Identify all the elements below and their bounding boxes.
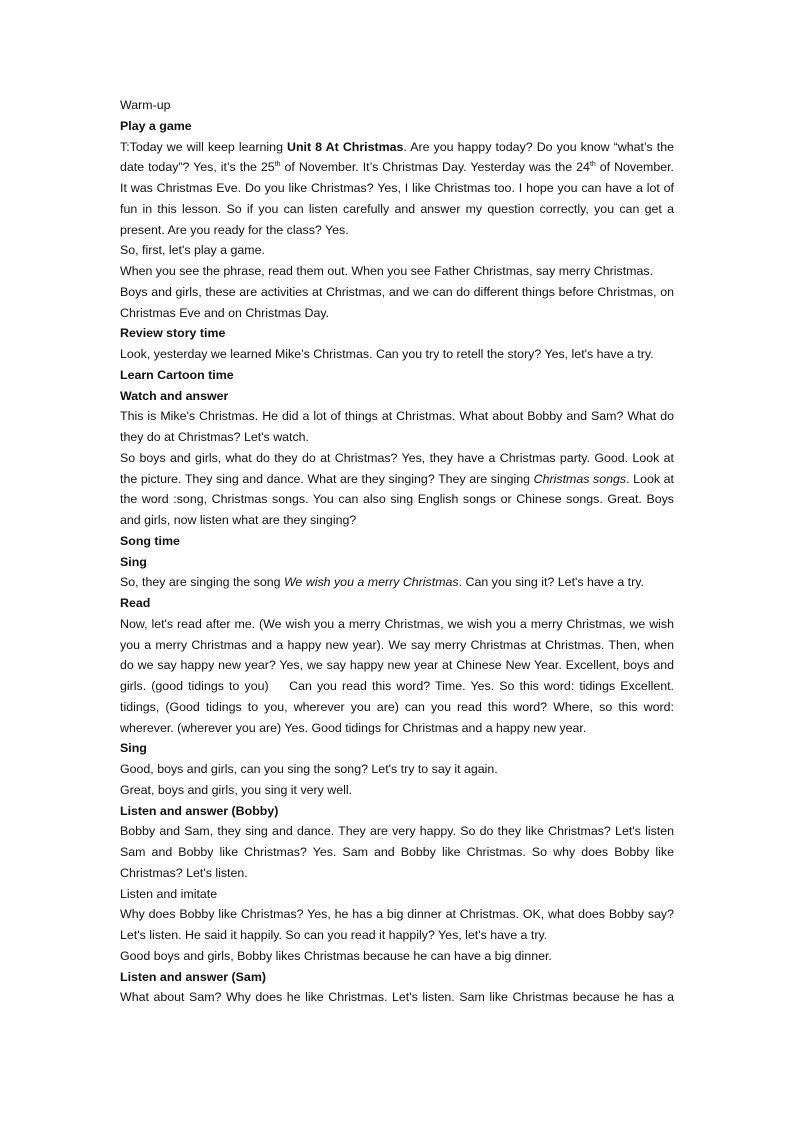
text: of November. It was Christmas Eve. Do you like Christmas? Yes, I like Christmas too. I hope you can have a lot of fun in this lesson. So if you can listen carefully and answer my question correctly, you can get a present. Are you ready for the class? Yes.	[120, 160, 674, 237]
paragraph: Great, boys and girls, you sing it very well.	[120, 782, 353, 797]
song-title: We wish you a merry Christmas	[283, 575, 459, 590]
heading-play-a-game: Play a game	[120, 118, 192, 133]
paragraph: What about Sam? Why does he like Christmas. Let's listen. Sam like Christmas because he has a	[120, 990, 674, 1005]
subheading-listen-imitate: Listen and imitate	[120, 886, 218, 901]
heading-sing: Sing	[120, 554, 147, 569]
text: of November. It’s Christmas Day. Yesterday was the 24	[280, 160, 590, 175]
superscript: th	[274, 161, 281, 169]
paragraph: Now, let's read after me. (We wish you a merry Christmas, we wish you a merry Christmas, we wish you a merry Christmas and a happy new year). We say merry Christmas at Christmas. Then, when do we say happy new year? Yes, we say happy new year at Chinese New Year. Excellent, boys and girls. (good tidings to you) Can you read this word? Time. Yes. So this word: tidings Excellent. tidings, (Good tidings to you, wherever you are) can you read this word? Where, so this word: wherever. (wherever you are) Yes. Good tidings for Christmas and a happy new year.	[120, 616, 674, 735]
text: . Can you sing it? Let's have a try.	[458, 575, 644, 590]
paragraph: This is Mike's Christmas. He did a lot of things at Christmas. What about Bobby and Sam? What do they do at Christmas? Let's watch.	[120, 409, 674, 444]
heading-listen-answer-bobby: Listen and answer (Bobby)	[120, 803, 279, 818]
paragraph: Good, boys and girls, can you sing the song? Let's try to say it again.	[120, 762, 498, 776]
heading-listen-answer-sam: Listen and answer (Sam)	[120, 969, 266, 984]
paragraph: Good boys and girls, Bobby likes Christmas because he can have a big dinner.	[120, 948, 552, 963]
text: . Are you happy today? Do you know “what’s the date today”? Yes, it’s the 25	[120, 139, 674, 175]
heading-review-story-time: Review story time	[120, 326, 226, 341]
text: So, they are singing the song	[120, 575, 284, 590]
heading-learn-cartoon-time: Learn Cartoon time	[120, 367, 234, 382]
paragraph: When you see the phrase, read them out. When you see Father Christmas, say merry Christmas.	[120, 264, 654, 278]
superscript: th	[589, 161, 596, 169]
text: . Look at the word :song, Christmas songs. You can also sing English songs or Chinese songs. Great. Boys and girls, now listen what are they singing?	[120, 471, 674, 527]
paragraph: Why does Bobby like Christmas? Yes, he has a big dinner at Christmas. OK, what does Bobby say? Let's listen. He said it happily. So can you read it happily? Yes, let's have a try.	[120, 907, 674, 942]
paragraph: Boys and girls, these are activities at Christmas, and we can do different things before Christmas, on Christmas Eve and on Christmas Day.	[120, 284, 674, 320]
paragraph	[120, 448, 674, 531]
text: T:Today we will keep learning	[120, 139, 288, 154]
paragraph	[120, 572, 674, 593]
heading-sing: Sing	[120, 741, 147, 756]
paragraph: So, first, let's play a game.	[120, 243, 265, 258]
document-page	[120, 95, 674, 1008]
paragraph: Bobby and Sam, they sing and dance. They are very happy. So do they like Christmas? Let's listen Sam and Bobby like Christmas? Yes. Sam and Bobby like Christmas. So why does Bobby like Christmas? Let's listen.	[120, 824, 674, 880]
italic-text: Christmas songs	[533, 471, 627, 486]
section-label-warmup: Warm-up	[120, 98, 171, 112]
unit-title: Unit 8 At Christmas	[287, 139, 404, 154]
paragraph: Look, yesterday we learned Mike’s Christmas. Can you try to retell the story? Yes, let's have a try.	[120, 347, 654, 361]
text: So boys and girls, what do they do at Christmas? Yes, they have a Christmas party. Good. Look at the picture. They sing and dance. What are they singing? They are singing	[120, 450, 674, 486]
heading-watch-and-answer: Watch and answer	[120, 388, 229, 403]
heading-song-time: Song time	[120, 533, 180, 548]
heading-read: Read	[120, 596, 151, 610]
paragraph-intro	[120, 137, 674, 241]
